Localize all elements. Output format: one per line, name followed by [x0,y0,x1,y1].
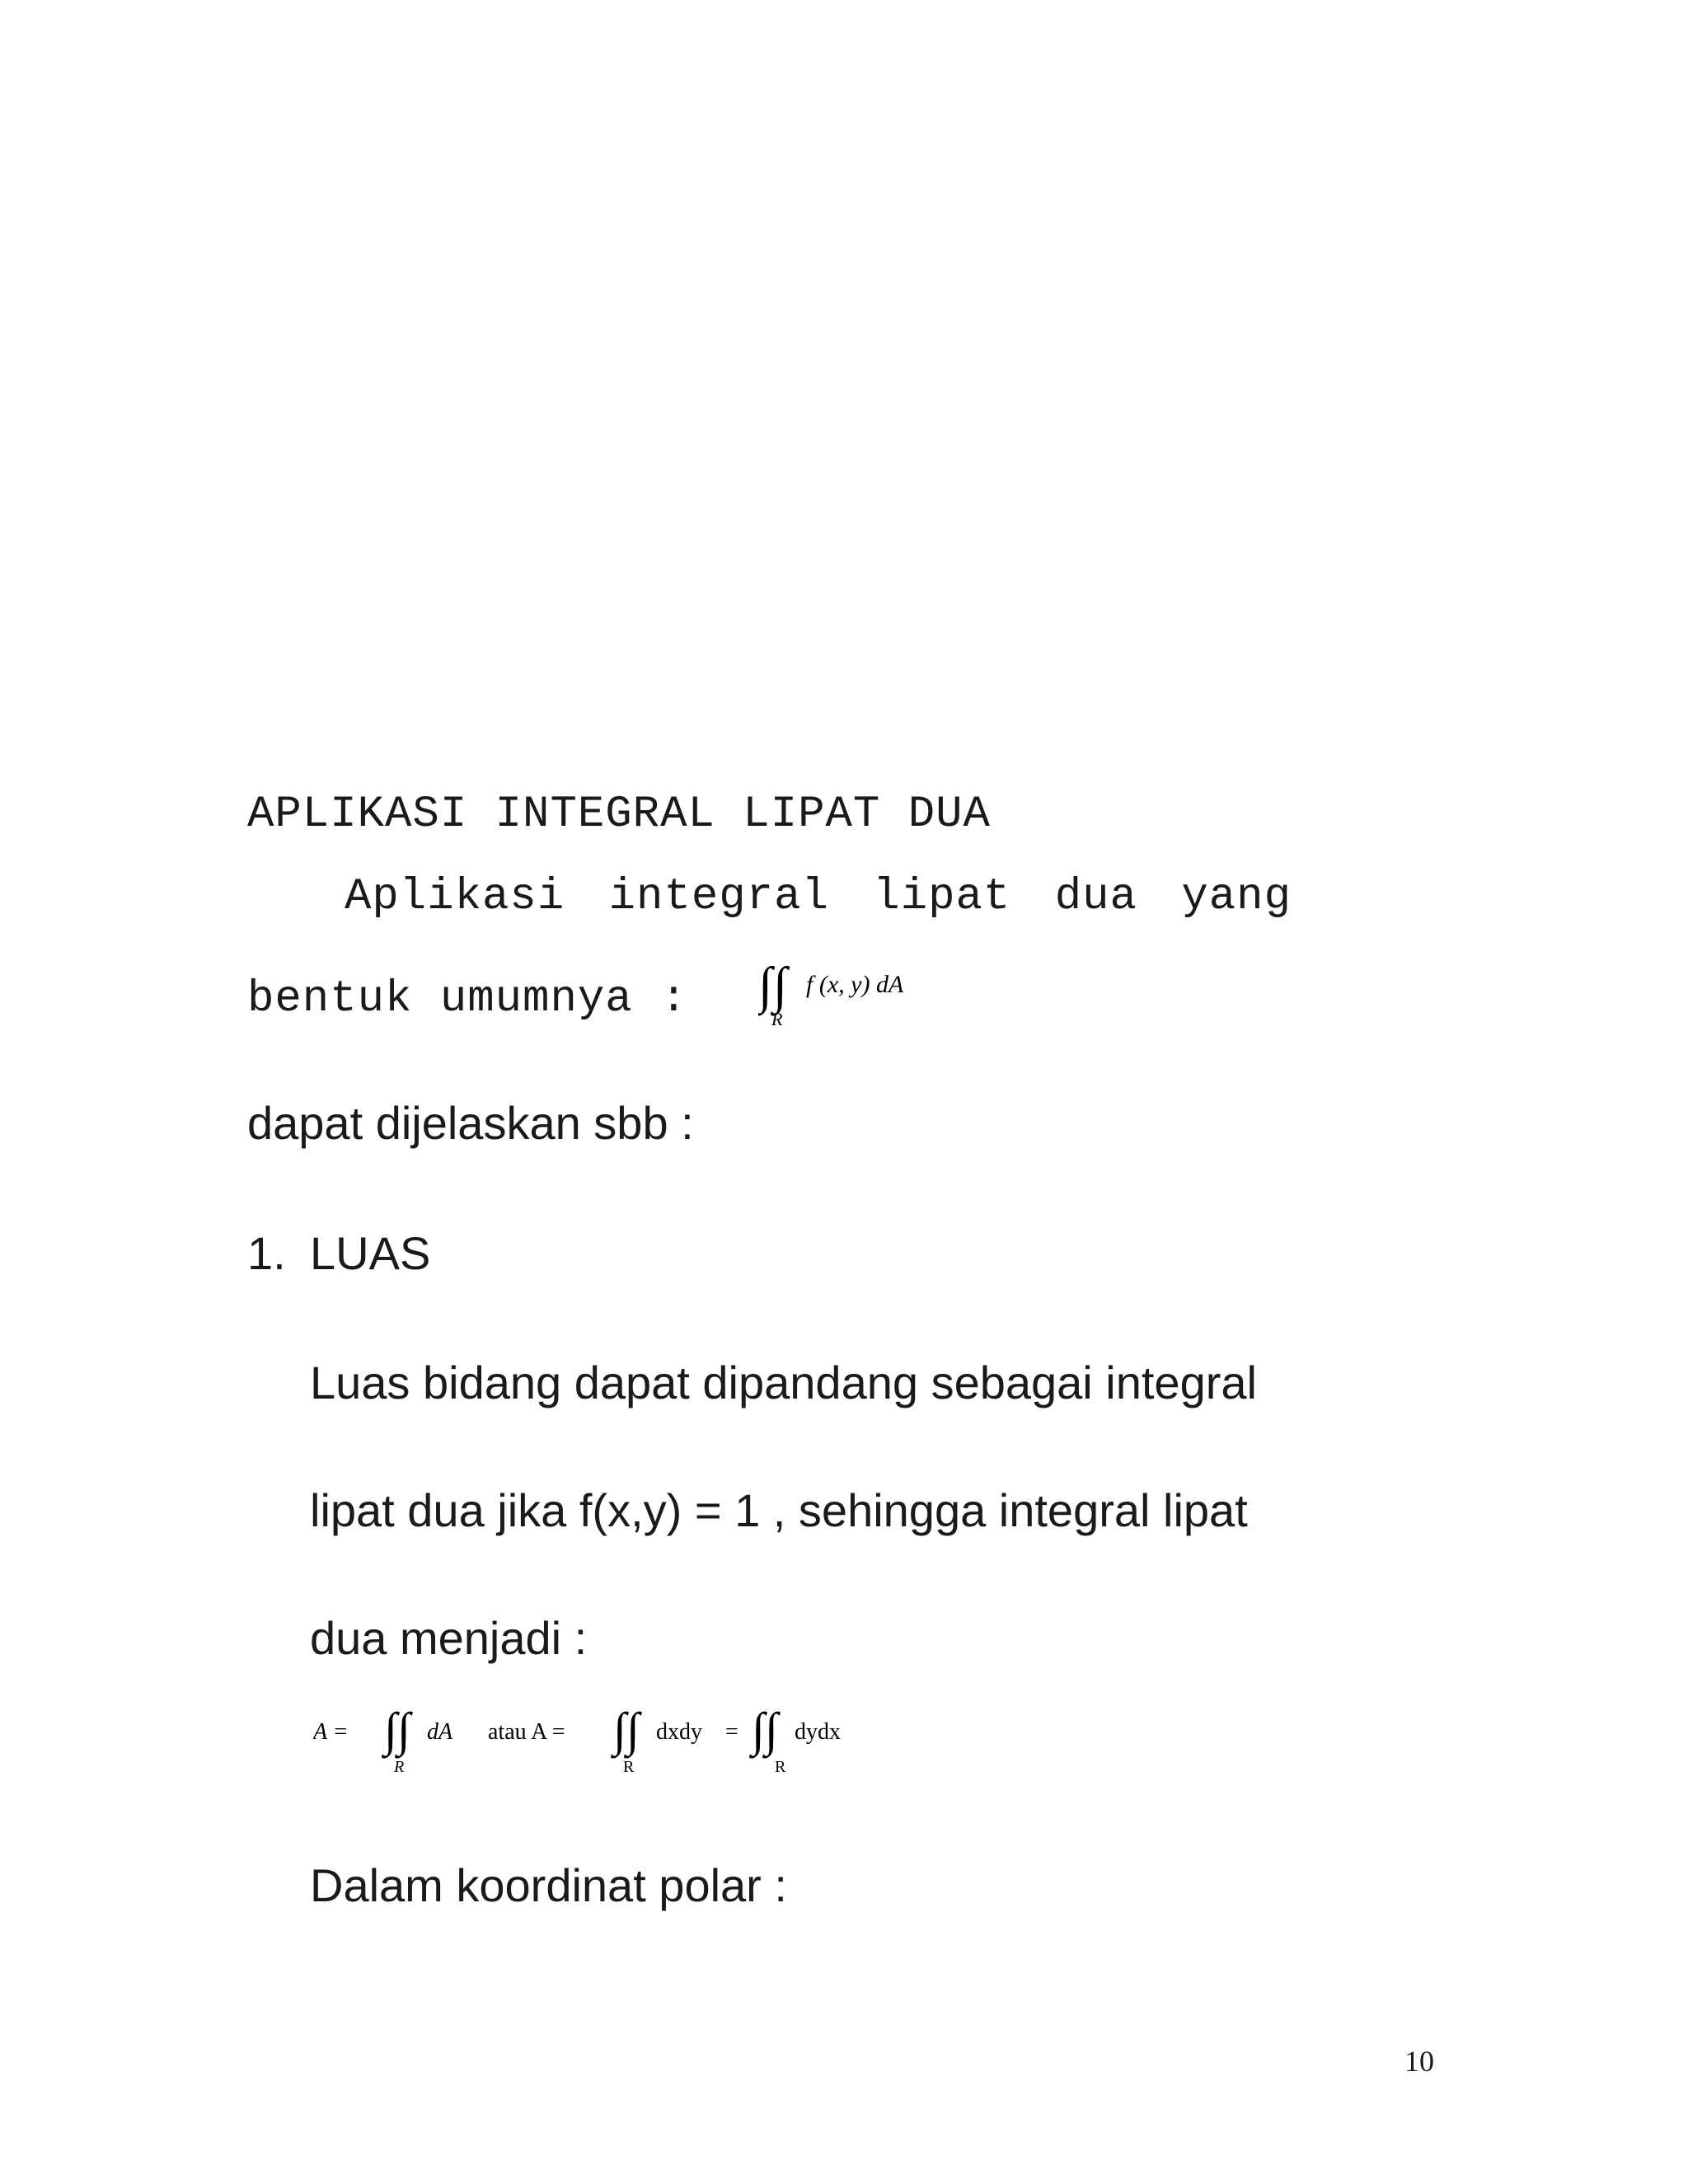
section-number: 1. [247,1227,286,1279]
area-formula-term-1: dA [427,1719,453,1745]
general-formula-region: R [771,1009,783,1029]
polar-coordinates-label: Dalam koordinat polar : [310,1859,787,1911]
area-formula-term-3: dydx [795,1719,841,1745]
page-number: 10 [1404,2045,1434,2078]
paragraph-line: dua menjadi : [310,1612,588,1664]
general-double-integral-formula [758,963,973,1029]
area-formula-lhs: A = [313,1719,349,1745]
area-formula-region-2: R [623,1758,635,1776]
area-formula-term-2: dxdy [656,1719,702,1745]
svg-text:∫: ∫ [626,1704,640,1756]
explained-line: dapat dijelaskan sbb : [247,1097,694,1149]
svg-text:∫: ∫ [397,1704,410,1756]
double-integral-symbol [610,1704,642,1759]
section-heading [247,1226,430,1280]
paragraph-line: lipat dua jika f(x,y) = 1 , sehingga integral lipat [310,1484,1248,1536]
general-formula-integrand: f (x, y) dA [806,971,904,998]
area-formula-region-3: R [775,1758,786,1776]
svg-text:∫: ∫ [613,1704,626,1756]
area-formula-region-1: R [394,1758,405,1776]
page-title: APLIKASI INTEGRAL LIPAT DUA [247,790,991,840]
double-integral-symbol [381,1704,413,1759]
area-integral-formula [313,1704,890,1779]
svg-text:∫: ∫ [384,1704,397,1756]
double-integral-symbol [748,1704,781,1759]
svg-text:∫: ∫ [773,963,787,1014]
section-title: LUAS [310,1227,431,1279]
intro-line-1: Aplikasi integral lipat dua yang [345,872,1292,922]
area-formula-equals: = [725,1719,738,1745]
svg-text:∫: ∫ [758,963,772,1014]
paragraph-line: Luas bidang dapat dipandang sebagai integral [310,1357,1257,1408]
svg-text:∫: ∫ [752,1704,765,1756]
area-formula-connector: atau A = [488,1719,565,1745]
intro-line-2: bentuk umumnya : [247,974,688,1024]
svg-text:∫: ∫ [765,1704,778,1756]
